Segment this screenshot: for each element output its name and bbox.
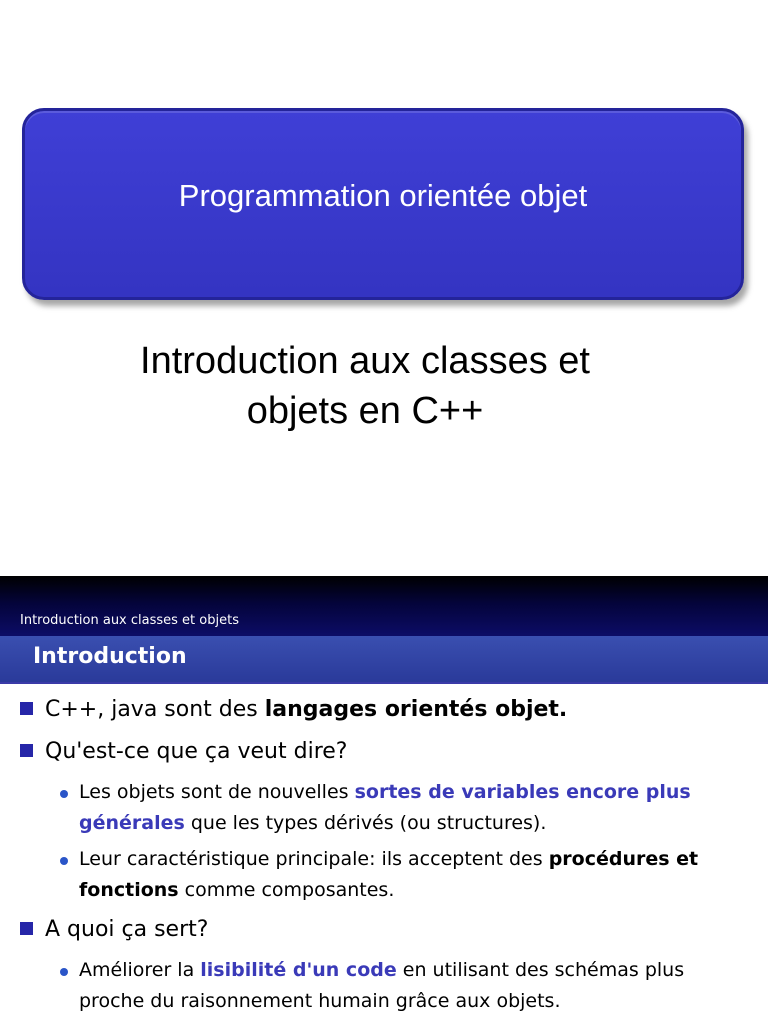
sub-bullet-plain-end: en utilisant des schémas plus proche du raisonnement humain grâce aux objets. (79, 959, 685, 1012)
bullet-item (20, 696, 567, 724)
bullet-bold-text: langages orientés objet. (264, 697, 568, 722)
sub-bullet-plain: Leur caractéristique principale: ils acceptent des (79, 848, 549, 870)
sub-bullet-item (60, 844, 740, 906)
sub-bullet-item (60, 777, 740, 839)
content-slide (0, 576, 768, 1024)
title-underline (0, 682, 768, 684)
sub-bullet-text (79, 844, 740, 906)
title-box-text: Programmation orientée objet (178, 178, 588, 213)
square-bullet-icon (20, 922, 33, 935)
bullet-text: C++, java sont des (45, 697, 265, 722)
title-box (22, 108, 744, 300)
bullet-text: A quoi ça sert? (45, 917, 209, 942)
sub-bullet-bold: procédures et fonctions (79, 848, 699, 901)
sub-bullet-plain-end: comme composantes. (178, 879, 395, 901)
breadcrumb: Introduction aux classes et objets (20, 613, 239, 628)
slide-subtitle (0, 336, 730, 436)
sub-bullet-text (79, 777, 740, 839)
square-bullet-icon (20, 702, 33, 715)
title-band (0, 636, 768, 682)
sub-bullet-highlight: sortes de variables encore plus générales (79, 781, 691, 834)
slide-title: Introduction (33, 644, 187, 669)
round-bullet-icon (60, 790, 68, 798)
subtitle-line-1: Introduction aux classes et (140, 340, 590, 382)
bullet-text: Qu'est-ce que ça veut dire? (45, 739, 348, 764)
sub-bullet-item (60, 955, 740, 1017)
bullet-item (20, 738, 347, 766)
sub-bullet-highlight: lisibilité d'un code (200, 959, 397, 981)
round-bullet-icon (60, 968, 68, 976)
subtitle-line-2: objets en C++ (246, 390, 484, 432)
bullet-item (20, 916, 208, 944)
sub-bullet-text (79, 955, 740, 1017)
square-bullet-icon (20, 744, 33, 757)
sub-bullet-plain: Les objets sont de nouvelles (79, 781, 355, 803)
header-band (0, 576, 768, 636)
sub-bullet-plain: Améliorer la (79, 959, 201, 981)
sub-bullet-plain-end: que les types dérivés (ou structures). (184, 812, 547, 834)
round-bullet-icon (60, 857, 68, 865)
